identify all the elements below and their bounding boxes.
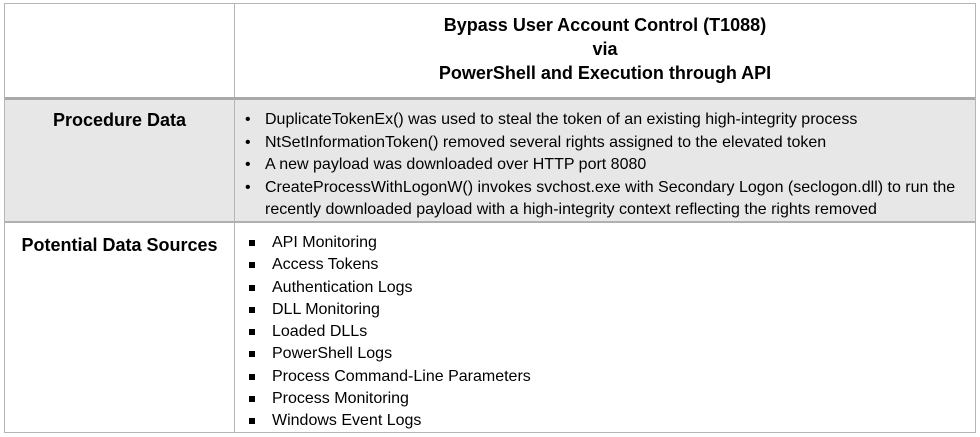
sources-content-cell bbox=[235, 223, 975, 432]
square-bullet-icon bbox=[249, 351, 255, 357]
attack-technique-table bbox=[4, 3, 976, 433]
square-bullet-icon bbox=[249, 285, 255, 291]
data-source-text: PowerShell Logs bbox=[272, 345, 393, 363]
procedure-item-text: A new payload was downloaded over HTTP port 8080 bbox=[265, 156, 647, 173]
square-bullet-icon bbox=[249, 418, 255, 424]
data-source-text: Windows Event Logs bbox=[272, 412, 422, 430]
sources-label-cell bbox=[5, 223, 235, 432]
data-source-item bbox=[235, 299, 975, 321]
procedure-item-text: DuplicateTokenEx() was used to steal the token of an existing high-integrity process bbox=[265, 111, 858, 128]
square-bullet-icon bbox=[249, 262, 255, 268]
data-source-text: DLL Monitoring bbox=[272, 300, 380, 318]
procedure-list bbox=[235, 100, 975, 222]
procedure-data-label: Procedure Data bbox=[52, 110, 187, 130]
bullet-icon: • bbox=[245, 133, 251, 151]
potential-data-sources-label: Potential Data Sources bbox=[21, 235, 218, 255]
data-sources-list bbox=[235, 223, 975, 433]
data-source-item bbox=[235, 410, 975, 432]
data-source-item bbox=[235, 388, 975, 410]
procedure-item bbox=[235, 154, 975, 177]
square-bullet-icon bbox=[249, 329, 255, 335]
data-source-item bbox=[235, 343, 975, 365]
header-empty-cell bbox=[5, 4, 235, 97]
data-source-item bbox=[235, 232, 975, 254]
data-source-item bbox=[235, 366, 975, 388]
procedure-item-text: CreateProcessWithLogonW() invokes svchost.exe with Secondary Logon (seclogon.dll) to run the recently downloaded payload with a high-integrity context reflecting the rights removed bbox=[265, 178, 956, 218]
data-source-text: API Monitoring bbox=[272, 234, 377, 251]
bullet-icon: • bbox=[245, 156, 251, 173]
data-source-text: Process Monitoring bbox=[272, 390, 409, 408]
data-sources-row bbox=[5, 223, 975, 432]
title-line-via: via bbox=[592, 39, 618, 59]
title-line-method: PowerShell and Execution through API bbox=[438, 63, 772, 83]
procedure-item-text: NtSetInformationToken() removed several rights assigned to the elevated token bbox=[265, 133, 827, 151]
square-bullet-icon bbox=[249, 374, 255, 380]
data-source-item bbox=[235, 321, 975, 343]
bullet-icon: • bbox=[245, 178, 251, 196]
data-source-text: Loaded DLLs bbox=[272, 323, 368, 341]
procedure-data-row bbox=[5, 100, 975, 223]
title-line-technique: Bypass User Account Control (T1088) bbox=[443, 15, 767, 35]
header-title-cell bbox=[235, 4, 975, 97]
square-bullet-icon bbox=[249, 307, 255, 313]
table-title bbox=[235, 4, 975, 85]
procedure-content-cell bbox=[235, 100, 975, 221]
data-source-text: Access Tokens bbox=[272, 256, 379, 274]
procedure-item bbox=[235, 177, 975, 222]
procedure-item bbox=[235, 132, 975, 155]
procedure-label-cell bbox=[5, 100, 235, 221]
square-bullet-icon bbox=[249, 396, 255, 402]
table-header-row bbox=[5, 4, 975, 100]
data-source-item bbox=[235, 254, 975, 276]
data-source-text: Process Command-Line Parameters bbox=[272, 367, 531, 385]
bullet-icon: • bbox=[245, 111, 251, 128]
procedure-item bbox=[235, 109, 975, 132]
data-source-item bbox=[235, 277, 975, 299]
data-source-text: Authentication Logs bbox=[272, 278, 413, 296]
square-bullet-icon bbox=[249, 240, 255, 246]
